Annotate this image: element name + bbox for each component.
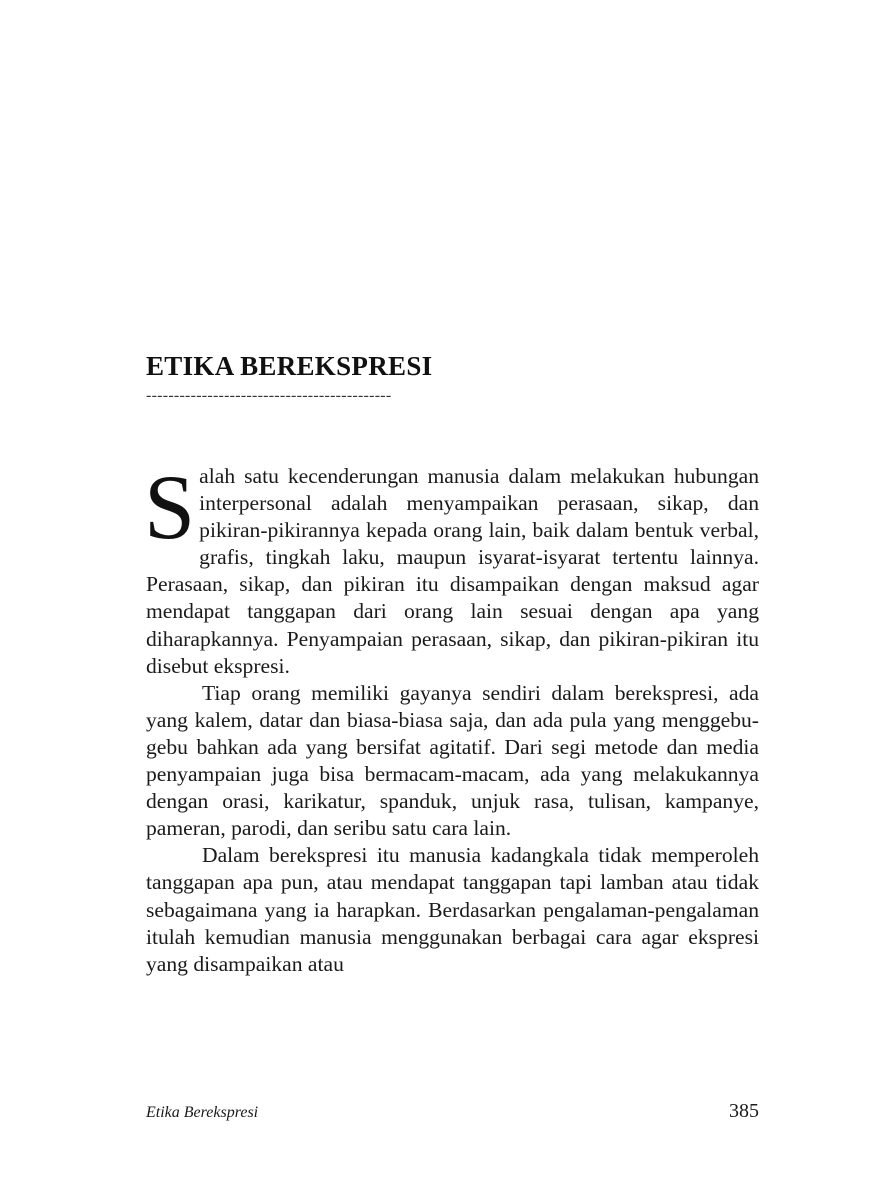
drop-cap: S xyxy=(144,456,196,558)
body-text xyxy=(144,456,759,978)
paragraph-1 xyxy=(144,456,759,680)
paragraph-2: Tiap orang memiliki gayanya sendiri dalam berekspresi, ada yang kalem, datar dan biasa-biasa saja, dan ada pula yang menggebu-gebu bahkan ada yang bersifat agitatif. Dari segi metode dan media penyampaian juga bisa bermacam-macam, ada yang melakukannya dengan orasi, karikatur, spanduk, unjuk rasa, tulisan, kampanye, pameran, parodi, dan seribu satu cara lain. xyxy=(146,680,759,841)
footer-page-number: 385 xyxy=(729,1100,759,1122)
paragraph-3: Dalam berekspresi itu manusia kadangkala tidak memperoleh tanggapan apa pun, atau mendapat tanggapan tapi lamban atau tidak sebagaimana yang ia harapkan. Berdasarkan pengalaman-pengalaman itulah kemudian manusia menggunakan berbagai cara agar ekspresi yang disampaikan atau xyxy=(146,843,759,976)
page-title: ETIKA BEREKSPRESI xyxy=(146,351,433,381)
footer-running-title: Etika Berekspresi xyxy=(146,1104,259,1121)
title-dashed-rule: -------------------------------------------- xyxy=(146,387,392,404)
paragraph-1-text: alah satu kecenderungan manusia dalam melakukan hubungan interpersonal adalah menyampaikan perasaan, sikap, dan pikiran-pikirannya kepada orang lain, baik dalam bentuk verbal, grafis, tingkah laku, maupun isyarat-isyarat tertentu lainnya. Perasaan, sikap, dan pikiran itu disampaikan dengan maksud agar mendapat tanggapan dari orang lain sesuai dengan apa yang diharapkannya. Penyampaian perasaan, sikap, dan pikiran-pikiran itu disebut ekspresi. xyxy=(146,464,759,678)
